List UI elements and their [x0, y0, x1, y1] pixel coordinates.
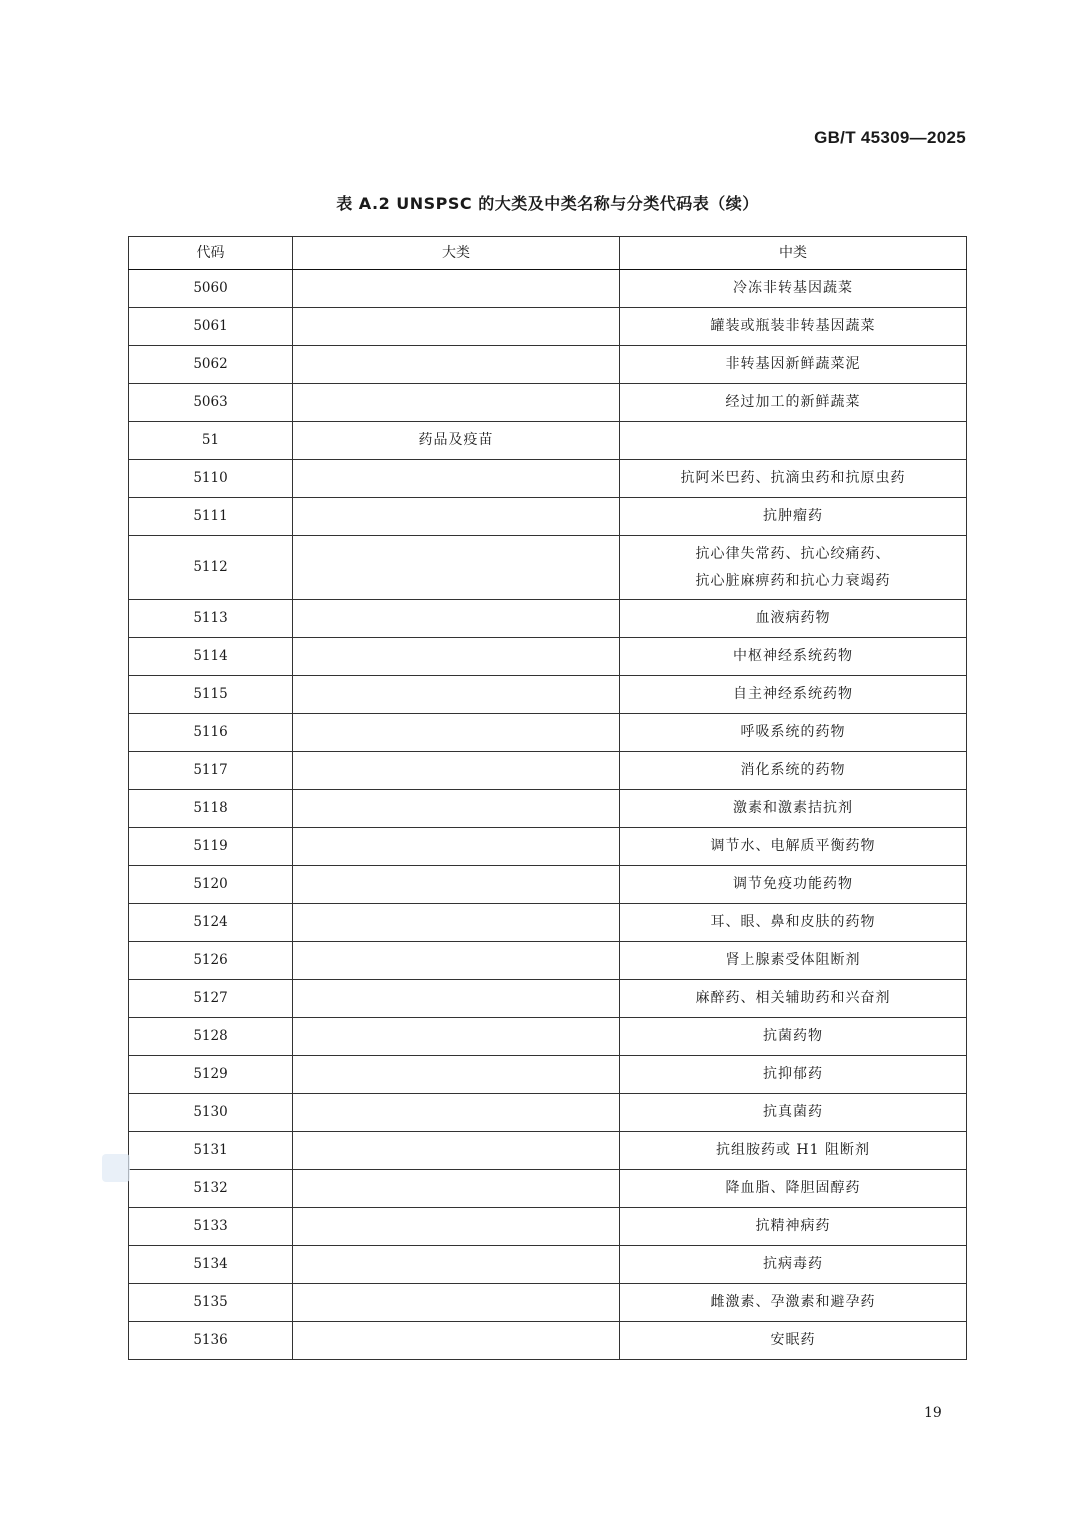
cell-code: 5061: [129, 308, 293, 346]
watermark-logo: [102, 1154, 130, 1182]
cell-major: [293, 308, 620, 346]
cell-code: 5114: [129, 638, 293, 676]
cell-sub: 激素和激素拮抗剂: [620, 790, 967, 828]
cell-code: 5126: [129, 942, 293, 980]
cell-major: [293, 270, 620, 308]
cell-major: [293, 346, 620, 384]
table-row: [129, 308, 967, 346]
table-row: [129, 600, 967, 638]
cell-code: 5062: [129, 346, 293, 384]
cell-code: 5118: [129, 790, 293, 828]
cell-major: [293, 866, 620, 904]
cell-major: [293, 1170, 620, 1208]
table-row: [129, 460, 967, 498]
cell-major: [293, 1056, 620, 1094]
table-row: [129, 422, 967, 460]
cell-sub: 抗阿米巴药、抗滴虫药和抗原虫药: [620, 460, 967, 498]
cell-code: 5134: [129, 1246, 293, 1284]
cell-sub: 雌激素、孕激素和避孕药: [620, 1284, 967, 1322]
table-row: [129, 790, 967, 828]
cell-sub: 调节免疫功能药物: [620, 866, 967, 904]
cell-code: 5113: [129, 600, 293, 638]
cell-sub: 抗菌药物: [620, 1018, 967, 1056]
table-row: [129, 980, 967, 1018]
cell-sub: 抗真菌药: [620, 1094, 967, 1132]
table-row: [129, 752, 967, 790]
cell-sub: 经过加工的新鲜蔬菜: [620, 384, 967, 422]
cell-sub: 中枢神经系统药物: [620, 638, 967, 676]
cell-sub: 降血脂、降胆固醇药: [620, 1170, 967, 1208]
cell-major: [293, 714, 620, 752]
cell-sub: [620, 422, 967, 460]
cell-code: 5133: [129, 1208, 293, 1246]
cell-code: 5060: [129, 270, 293, 308]
cell-code: 5135: [129, 1284, 293, 1322]
cell-sub: 耳、眼、鼻和皮肤的药物: [620, 904, 967, 942]
cell-sub: 麻醉药、相关辅助药和兴奋剂: [620, 980, 967, 1018]
table-row: [129, 1322, 967, 1360]
cell-code: 5120: [129, 866, 293, 904]
standard-code: GB/T 45309—2025: [814, 128, 966, 147]
cell-sub: 消化系统的药物: [620, 752, 967, 790]
cell-sub: 抗肿瘤药: [620, 498, 967, 536]
cell-sub: 非转基因新鲜蔬菜泥: [620, 346, 967, 384]
cell-code: 51: [129, 422, 293, 460]
table-row: [129, 384, 967, 422]
cell-major: [293, 980, 620, 1018]
table-row: [129, 942, 967, 980]
table-row: [129, 828, 967, 866]
table-row: [129, 1284, 967, 1322]
cell-major: [293, 676, 620, 714]
column-header-code: 代码: [129, 237, 293, 270]
table-row: [129, 270, 967, 308]
cell-code: 5127: [129, 980, 293, 1018]
cell-code: 5112: [129, 536, 293, 600]
cell-code: 5130: [129, 1094, 293, 1132]
table-row: [129, 714, 967, 752]
table-header-row: [129, 237, 967, 270]
table-row: [129, 1094, 967, 1132]
cell-major: [293, 600, 620, 638]
cell-major: [293, 1246, 620, 1284]
cell-sub: 呼吸系统的药物: [620, 714, 967, 752]
cell-code: 5132: [129, 1170, 293, 1208]
cell-major: [293, 942, 620, 980]
cell-major: [293, 752, 620, 790]
cell-major: [293, 498, 620, 536]
cell-major: [293, 1208, 620, 1246]
cell-major: [293, 790, 620, 828]
cell-major: 药品及疫苗: [293, 422, 620, 460]
cell-code: 5119: [129, 828, 293, 866]
table-row: [129, 1170, 967, 1208]
cell-sub: 血液病药物: [620, 600, 967, 638]
cell-sub: 冷冻非转基因蔬菜: [620, 270, 967, 308]
page-number: 19: [924, 1405, 942, 1421]
table-title: 表 A.2 UNSPSC 的大类及中类名称与分类代码表（续）: [336, 194, 759, 213]
cell-major: [293, 1094, 620, 1132]
cell-major: [293, 384, 620, 422]
cell-code: 5115: [129, 676, 293, 714]
table-row: [129, 536, 967, 600]
table-row: [129, 498, 967, 536]
table-row: [129, 1018, 967, 1056]
cell-major: [293, 828, 620, 866]
cell-sub-line-1: 抗心律失常药、抗心绞痛药、: [695, 545, 891, 562]
cell-sub: [620, 536, 967, 600]
table-row: [129, 904, 967, 942]
cell-sub: 抗组胺药或 H1 阻断剂: [620, 1132, 967, 1170]
classification-table-container: [128, 236, 966, 1360]
cell-major: [293, 460, 620, 498]
classification-table: [128, 236, 967, 1360]
cell-sub: 罐装或瓶装非转基因蔬菜: [620, 308, 967, 346]
cell-major: [293, 1284, 620, 1322]
cell-major: [293, 904, 620, 942]
cell-major: [293, 1322, 620, 1360]
cell-code: 5116: [129, 714, 293, 752]
table-row: [129, 676, 967, 714]
table-row: [129, 1208, 967, 1246]
cell-major: [293, 638, 620, 676]
cell-code: 5136: [129, 1322, 293, 1360]
cell-code: 5117: [129, 752, 293, 790]
column-header-major: 大类: [293, 237, 620, 270]
cell-sub: 安眠药: [620, 1322, 967, 1360]
column-header-sub: 中类: [620, 237, 967, 270]
cell-sub: 自主神经系统药物: [620, 676, 967, 714]
table-row: [129, 1246, 967, 1284]
cell-sub: 抗抑郁药: [620, 1056, 967, 1094]
cell-major: [293, 1132, 620, 1170]
cell-code: 5129: [129, 1056, 293, 1094]
cell-major: [293, 536, 620, 600]
cell-code: 5128: [129, 1018, 293, 1056]
cell-code: 5110: [129, 460, 293, 498]
cell-code: 5124: [129, 904, 293, 942]
table-row: [129, 1056, 967, 1094]
cell-sub: 调节水、电解质平衡药物: [620, 828, 967, 866]
cell-sub: 肾上腺素受体阻断剂: [620, 942, 967, 980]
cell-sub: 抗精神病药: [620, 1208, 967, 1246]
cell-major: [293, 1018, 620, 1056]
cell-code: 5131: [129, 1132, 293, 1170]
table-row: [129, 866, 967, 904]
table-row: [129, 1132, 967, 1170]
table-row: [129, 638, 967, 676]
table-row: [129, 346, 967, 384]
cell-sub: 抗病毒药: [620, 1246, 967, 1284]
cell-code: 5063: [129, 384, 293, 422]
cell-code: 5111: [129, 498, 293, 536]
cell-sub-line-2: 抗心脏麻痹药和抗心力衰竭药: [695, 572, 891, 589]
